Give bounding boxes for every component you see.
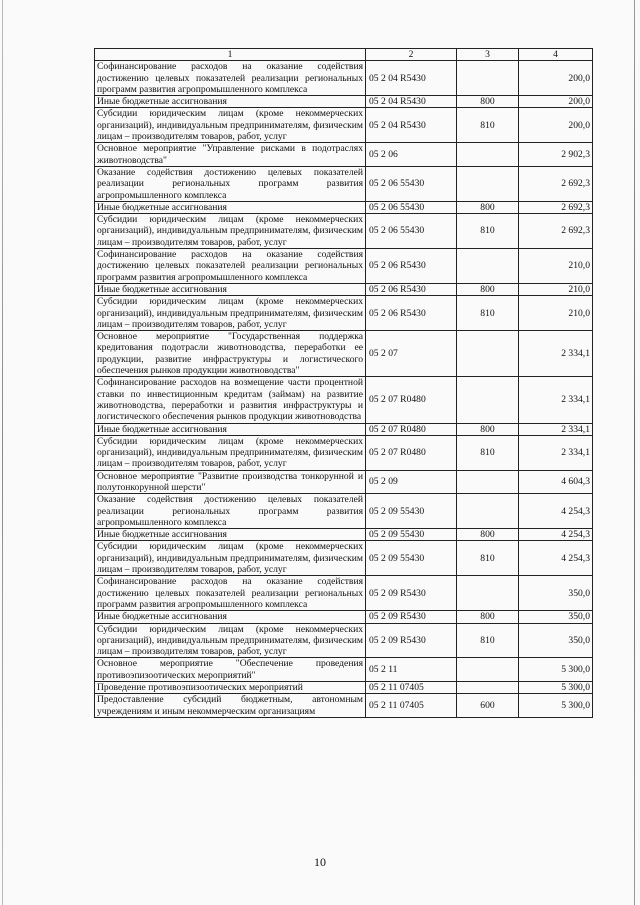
row-amount: 350,0 [519,576,593,611]
table-row [95,108,593,143]
row-amount: 210,0 [519,283,593,295]
row-amount: 350,0 [519,611,593,623]
table-row [95,576,593,611]
row-amount: 200,0 [519,61,593,96]
row-code: 05 2 06 R5430 [366,249,457,284]
table-row [95,611,593,623]
row-name: Предоставление субсидий бюджетным, автономным учреждениям и иным некоммерческим организациям [95,694,366,718]
row-amount: 5 300,0 [519,682,593,694]
row-name: Иные бюджетные ассигнования [95,283,366,295]
row-amount: 2 692,3 [519,214,593,249]
row-code: 05 2 09 55430 [366,541,457,576]
row-amount: 2 334,1 [519,423,593,435]
row-amount: 5 300,0 [519,694,593,718]
row-code: 05 2 07 R0480 [366,435,457,470]
row-name: Основное мероприятие "Обеспечение проведения противоэпизоотических мероприятий" [95,658,366,682]
row-code: 05 2 09 55430 [366,529,457,541]
row-code: 05 2 06 55430 [366,166,457,201]
table-row [95,283,593,295]
row-name: Субсидии юридическим лицам (кроме некоммерческих организаций), индивидуальным предпринимателям, физическим лицам – производителям товаров, работ, услуг [95,623,366,658]
row-type: 810 [457,214,519,249]
row-name: Оказание содействия достижению целевых показателей реализации региональных программ развития агропромышленного комплекса [95,166,366,201]
page-edge-left [2,0,3,905]
header-cell: 1 [95,49,366,61]
header-cell: 4 [519,49,593,61]
row-code: 05 2 11 07405 [366,694,457,718]
row-amount: 210,0 [519,249,593,284]
page-edge-right [634,0,635,905]
row-type: 800 [457,201,519,213]
table-row [95,658,593,682]
row-type: 800 [457,96,519,108]
row-type [457,61,519,96]
row-type [457,249,519,284]
row-type [457,576,519,611]
table-row [95,201,593,213]
row-code: 05 2 04 R5430 [366,108,457,143]
row-amount: 350,0 [519,623,593,658]
row-type: 810 [457,435,519,470]
table-header-row [95,49,593,61]
row-name: Субсидии юридическим лицам (кроме некоммерческих организаций), индивидуальным предпринимателям, физическим лицам – производителям товаров, работ, услуг [95,214,366,249]
table-row [95,529,593,541]
table-row [95,494,593,529]
table-row [95,377,593,423]
table-row [95,61,593,96]
row-code: 05 2 07 R0480 [366,423,457,435]
row-name: Основное мероприятие "Государственная поддержка кредитования подотрасли животноводства, переработки ее продукции, развитие инфраструктуры и логистического обеспечения рынков продукции животноводства" [95,331,366,377]
row-type: 810 [457,623,519,658]
row-code: 05 2 09 R5430 [366,623,457,658]
row-type [457,682,519,694]
table-row [95,682,593,694]
table-row [95,470,593,494]
table-row [95,214,593,249]
row-name: Софинансирование расходов на оказание содействия достижению целевых показателей реализации региональных программ развития агропромышленного комплекса [95,576,366,611]
row-name: Субсидии юридическим лицам (кроме некоммерческих организаций), индивидуальным предпринимателям, физическим лицам – производителям товаров, работ, услуг [95,108,366,143]
table-row [95,541,593,576]
table-row [95,423,593,435]
row-code: 05 2 06 [366,143,457,167]
table-row [95,166,593,201]
row-type [457,470,519,494]
row-type: 810 [457,541,519,576]
budget-table [94,48,593,718]
row-amount: 2 334,1 [519,435,593,470]
row-name: Софинансирование расходов на оказание содействия достижению целевых показателей реализации региональных программ развития агропромышленного комплекса [95,249,366,284]
row-amount: 4 254,3 [519,494,593,529]
row-type: 800 [457,611,519,623]
row-type: 810 [457,108,519,143]
row-name: Иные бюджетные ассигнования [95,96,366,108]
row-name: Субсидии юридическим лицам (кроме некоммерческих организаций), индивидуальным предпринимателям, физическим лицам – производителям товаров, работ, услуг [95,435,366,470]
row-name: Проведение противоэпизоотических мероприятий [95,682,366,694]
row-amount: 4 604,3 [519,470,593,494]
row-type [457,143,519,167]
row-type: 810 [457,296,519,331]
row-amount: 2 334,1 [519,331,593,377]
row-amount: 4 254,3 [519,541,593,576]
row-type [457,331,519,377]
row-name: Софинансирование расходов на оказание содействия достижению целевых показателей реализации региональных программ развития агропромышленного комплекса [95,61,366,96]
row-name: Иные бюджетные ассигнования [95,423,366,435]
row-code: 05 2 06 R5430 [366,283,457,295]
row-code: 05 2 11 07405 [366,682,457,694]
row-code: 05 2 06 55430 [366,214,457,249]
row-name: Оказание содействия достижению целевых показателей реализации региональных программ развития агропромышленного комплекса [95,494,366,529]
row-type [457,166,519,201]
page-number: 10 [314,855,326,869]
table-row [95,623,593,658]
row-amount: 200,0 [519,108,593,143]
table-row [95,143,593,167]
row-name: Иные бюджетные ассигнования [95,201,366,213]
row-amount: 2 902,3 [519,143,593,167]
header-cell: 3 [457,49,519,61]
row-type: 800 [457,529,519,541]
row-name: Субсидии юридическим лицам (кроме некоммерческих организаций), индивидуальным предпринимателям, физическим лицам – производителям товаров, работ, услуг [95,541,366,576]
row-code: 05 2 07 [366,331,457,377]
row-code: 05 2 06 55430 [366,201,457,213]
table-row [95,249,593,284]
row-amount: 4 254,3 [519,529,593,541]
row-name: Основное мероприятие "Развитие производства тонкорунной и полутонкорунной шерсти" [95,470,366,494]
table-row [95,331,593,377]
row-code: 05 2 09 55430 [366,494,457,529]
row-name: Иные бюджетные ассигнования [95,529,366,541]
row-code: 05 2 07 R0480 [366,377,457,423]
row-type: 800 [457,423,519,435]
table-row [95,96,593,108]
table-row [95,694,593,718]
row-amount: 5 300,0 [519,658,593,682]
row-type: 800 [457,283,519,295]
row-type [457,377,519,423]
table-row [95,296,593,331]
header-cell: 2 [366,49,457,61]
row-amount: 210,0 [519,296,593,331]
row-name: Субсидии юридическим лицам (кроме некоммерческих организаций), индивидуальным предпринимателям, физическим лицам – производителям товаров, работ, услуг [95,296,366,331]
row-amount: 2 692,3 [519,166,593,201]
row-code: 05 2 06 R5430 [366,296,457,331]
row-code: 05 2 11 [366,658,457,682]
row-code: 05 2 04 R5430 [366,96,457,108]
row-code: 05 2 09 R5430 [366,611,457,623]
row-name: Иные бюджетные ассигнования [95,611,366,623]
row-code: 05 2 09 R5430 [366,576,457,611]
row-name: Софинансирование расходов на возмещение части процентной ставки по инвестиционным кредитам (займам) на развитие животноводства, переработки и развития инфраструктуры и логистического обеспечения рынков продукции животноводства [95,377,366,423]
row-type [457,658,519,682]
row-code: 05 2 04 R5430 [366,61,457,96]
row-type [457,494,519,529]
row-name: Основное мероприятие "Управление рисками в подотраслях животноводства" [95,143,366,167]
row-code: 05 2 09 [366,470,457,494]
row-amount: 200,0 [519,96,593,108]
row-amount: 2 334,1 [519,377,593,423]
table-row [95,435,593,470]
row-amount: 2 692,3 [519,201,593,213]
row-type: 600 [457,694,519,718]
